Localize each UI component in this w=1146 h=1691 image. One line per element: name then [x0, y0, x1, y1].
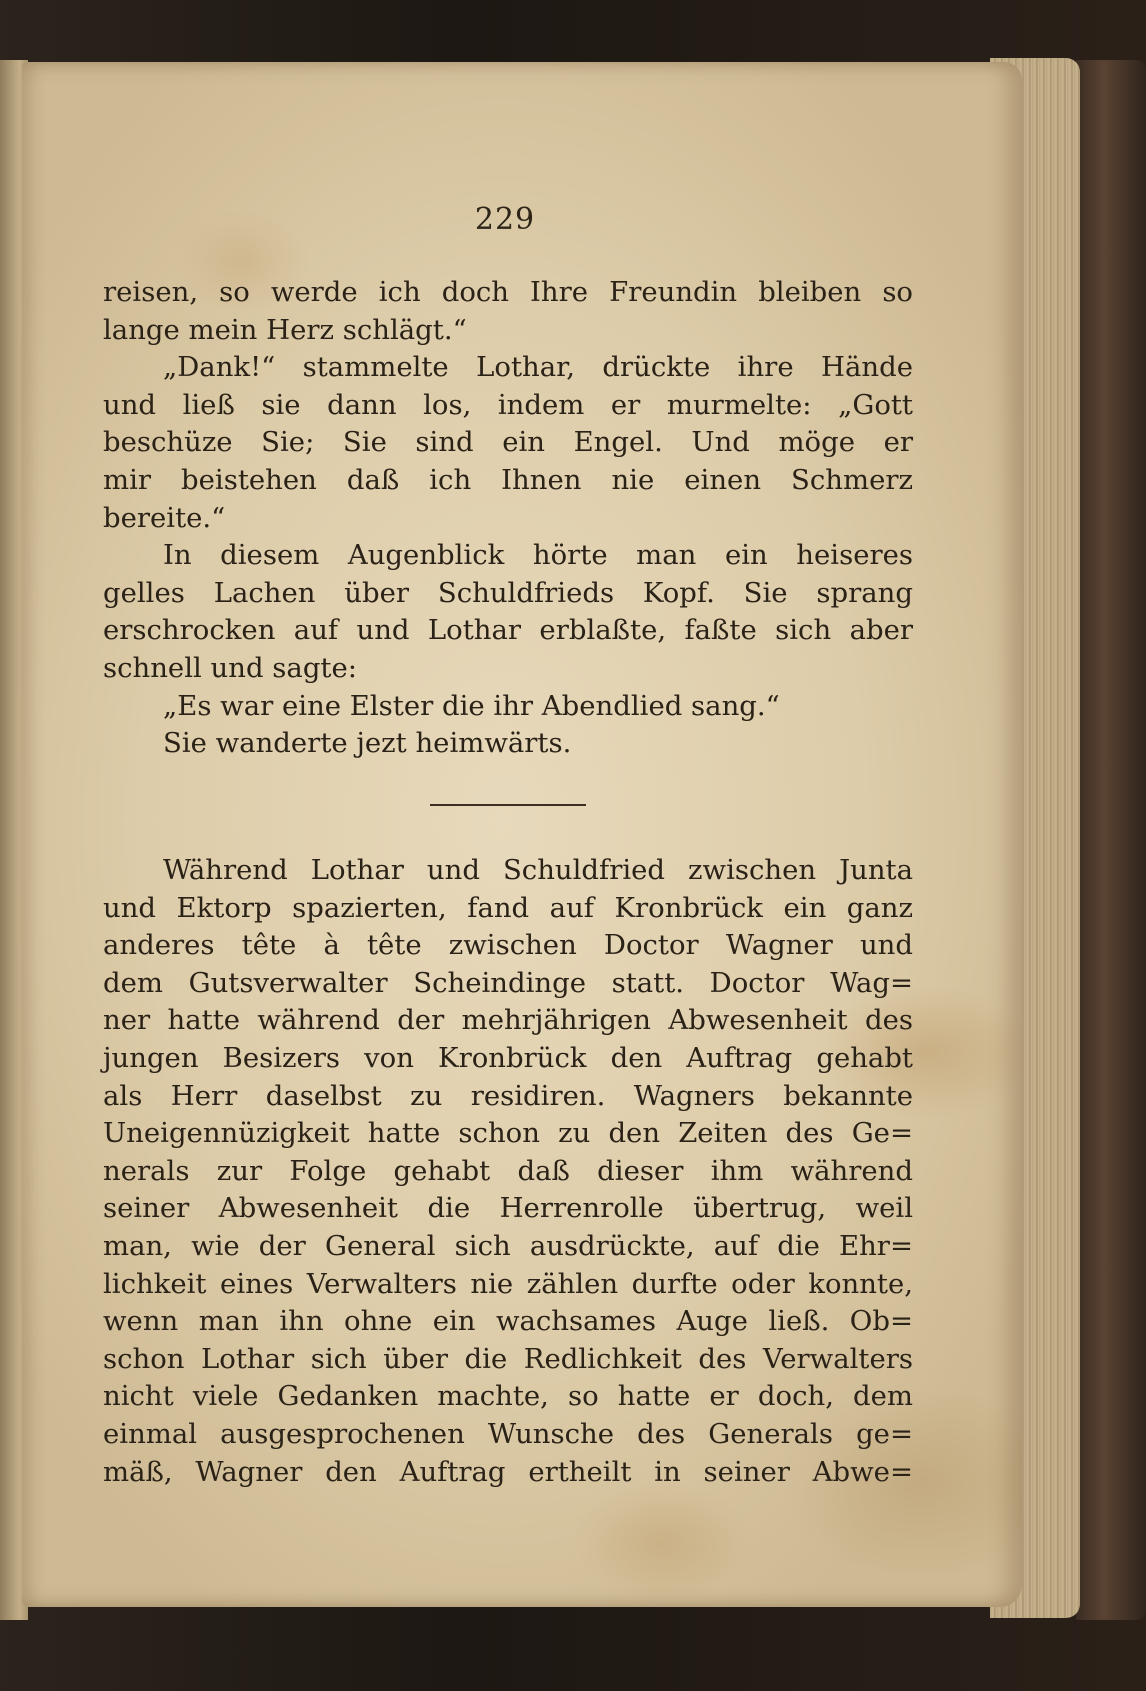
text-line: nerals zur Folge gehabt daß dieser ihm während: [103, 1154, 913, 1187]
text-line: schon Lothar sich über die Redlichkeit des Verwalters: [103, 1342, 913, 1375]
text-line: beschüze Sie; Sie sind ein Engel. Und möge er: [103, 426, 913, 459]
text-line: mir beistehen daß ich Ihnen nie einen Schmerz: [103, 463, 913, 496]
text-line: und ließ sie dann los, indem er murmelte: „Gott: [103, 388, 913, 421]
text-line: In diesem Augenblick hörte man ein heiseres: [163, 539, 913, 572]
text-line: jungen Besizers von Kronbrück den Auftrag gehabt: [103, 1041, 913, 1074]
text-line: wenn man ihn ohne ein wachsames Auge ließ. Ob=: [103, 1305, 913, 1338]
text-line: erschrocken auf und Lothar erblaßte, faßte sich aber: [103, 614, 913, 647]
text-line: und Ektorp spazierten, fand auf Kronbrück ein ganz: [103, 891, 913, 924]
text-line: reisen, so werde ich doch Ihre Freundin bleiben so: [103, 276, 913, 308]
text-section-2: [103, 852, 913, 1491]
text-line: als Herr daselbst zu residiren. Wagners bekannte: [103, 1079, 913, 1112]
text-line: lichkeit eines Verwalters nie zählen durfte oder konnte,: [103, 1267, 913, 1300]
text-line: lange mein Herz schlägt.“: [103, 313, 467, 346]
text-line: Sie wanderte jezt heimwärts.: [163, 727, 572, 760]
text-line: schnell und sagte:: [103, 651, 358, 684]
book-spine-edge: [1076, 60, 1146, 1620]
text-line: „Dank!“ stammelte Lothar, drückte ihre Hände: [163, 351, 913, 384]
text-line: Uneigennüzigkeit hatte schon zu den Zeiten des Ge=: [103, 1117, 913, 1150]
text-line: man, wie der General sich ausdrückte, auf die Ehr=: [103, 1229, 913, 1262]
text-line: Während Lothar und Schuldfried zwischen Junta: [163, 854, 913, 886]
text-line: „Es war eine Elster die ihr Abendlied sang.“: [163, 689, 780, 722]
text-line: dem Gutsverwalter Scheindinge statt. Doctor Wag=: [103, 966, 913, 999]
book-page: [22, 62, 1022, 1607]
section-divider: [430, 804, 586, 806]
text-line: einmal ausgesprochenen Wunsche des Generals ge=: [103, 1417, 913, 1450]
text-line: anderes tête à tête zwischen Doctor Wagner und: [103, 929, 913, 962]
text-line: seiner Abwesenheit die Herrenrolle übertrug, weil: [103, 1192, 913, 1225]
text-line: mäß, Wagner den Auftrag ertheilt in seiner Abwe=: [103, 1455, 913, 1488]
text-line: bereite.“: [103, 501, 226, 534]
text-line: nicht viele Gedanken machte, so hatte er doch, dem: [103, 1380, 913, 1413]
page-number: 229: [474, 202, 536, 237]
text-section-1: [103, 274, 913, 763]
text-line: gelles Lachen über Schuldfrieds Kopf. Sie sprang: [103, 576, 913, 609]
text-line: ner hatte während der mehrjährigen Abwesenheit des: [103, 1004, 913, 1037]
